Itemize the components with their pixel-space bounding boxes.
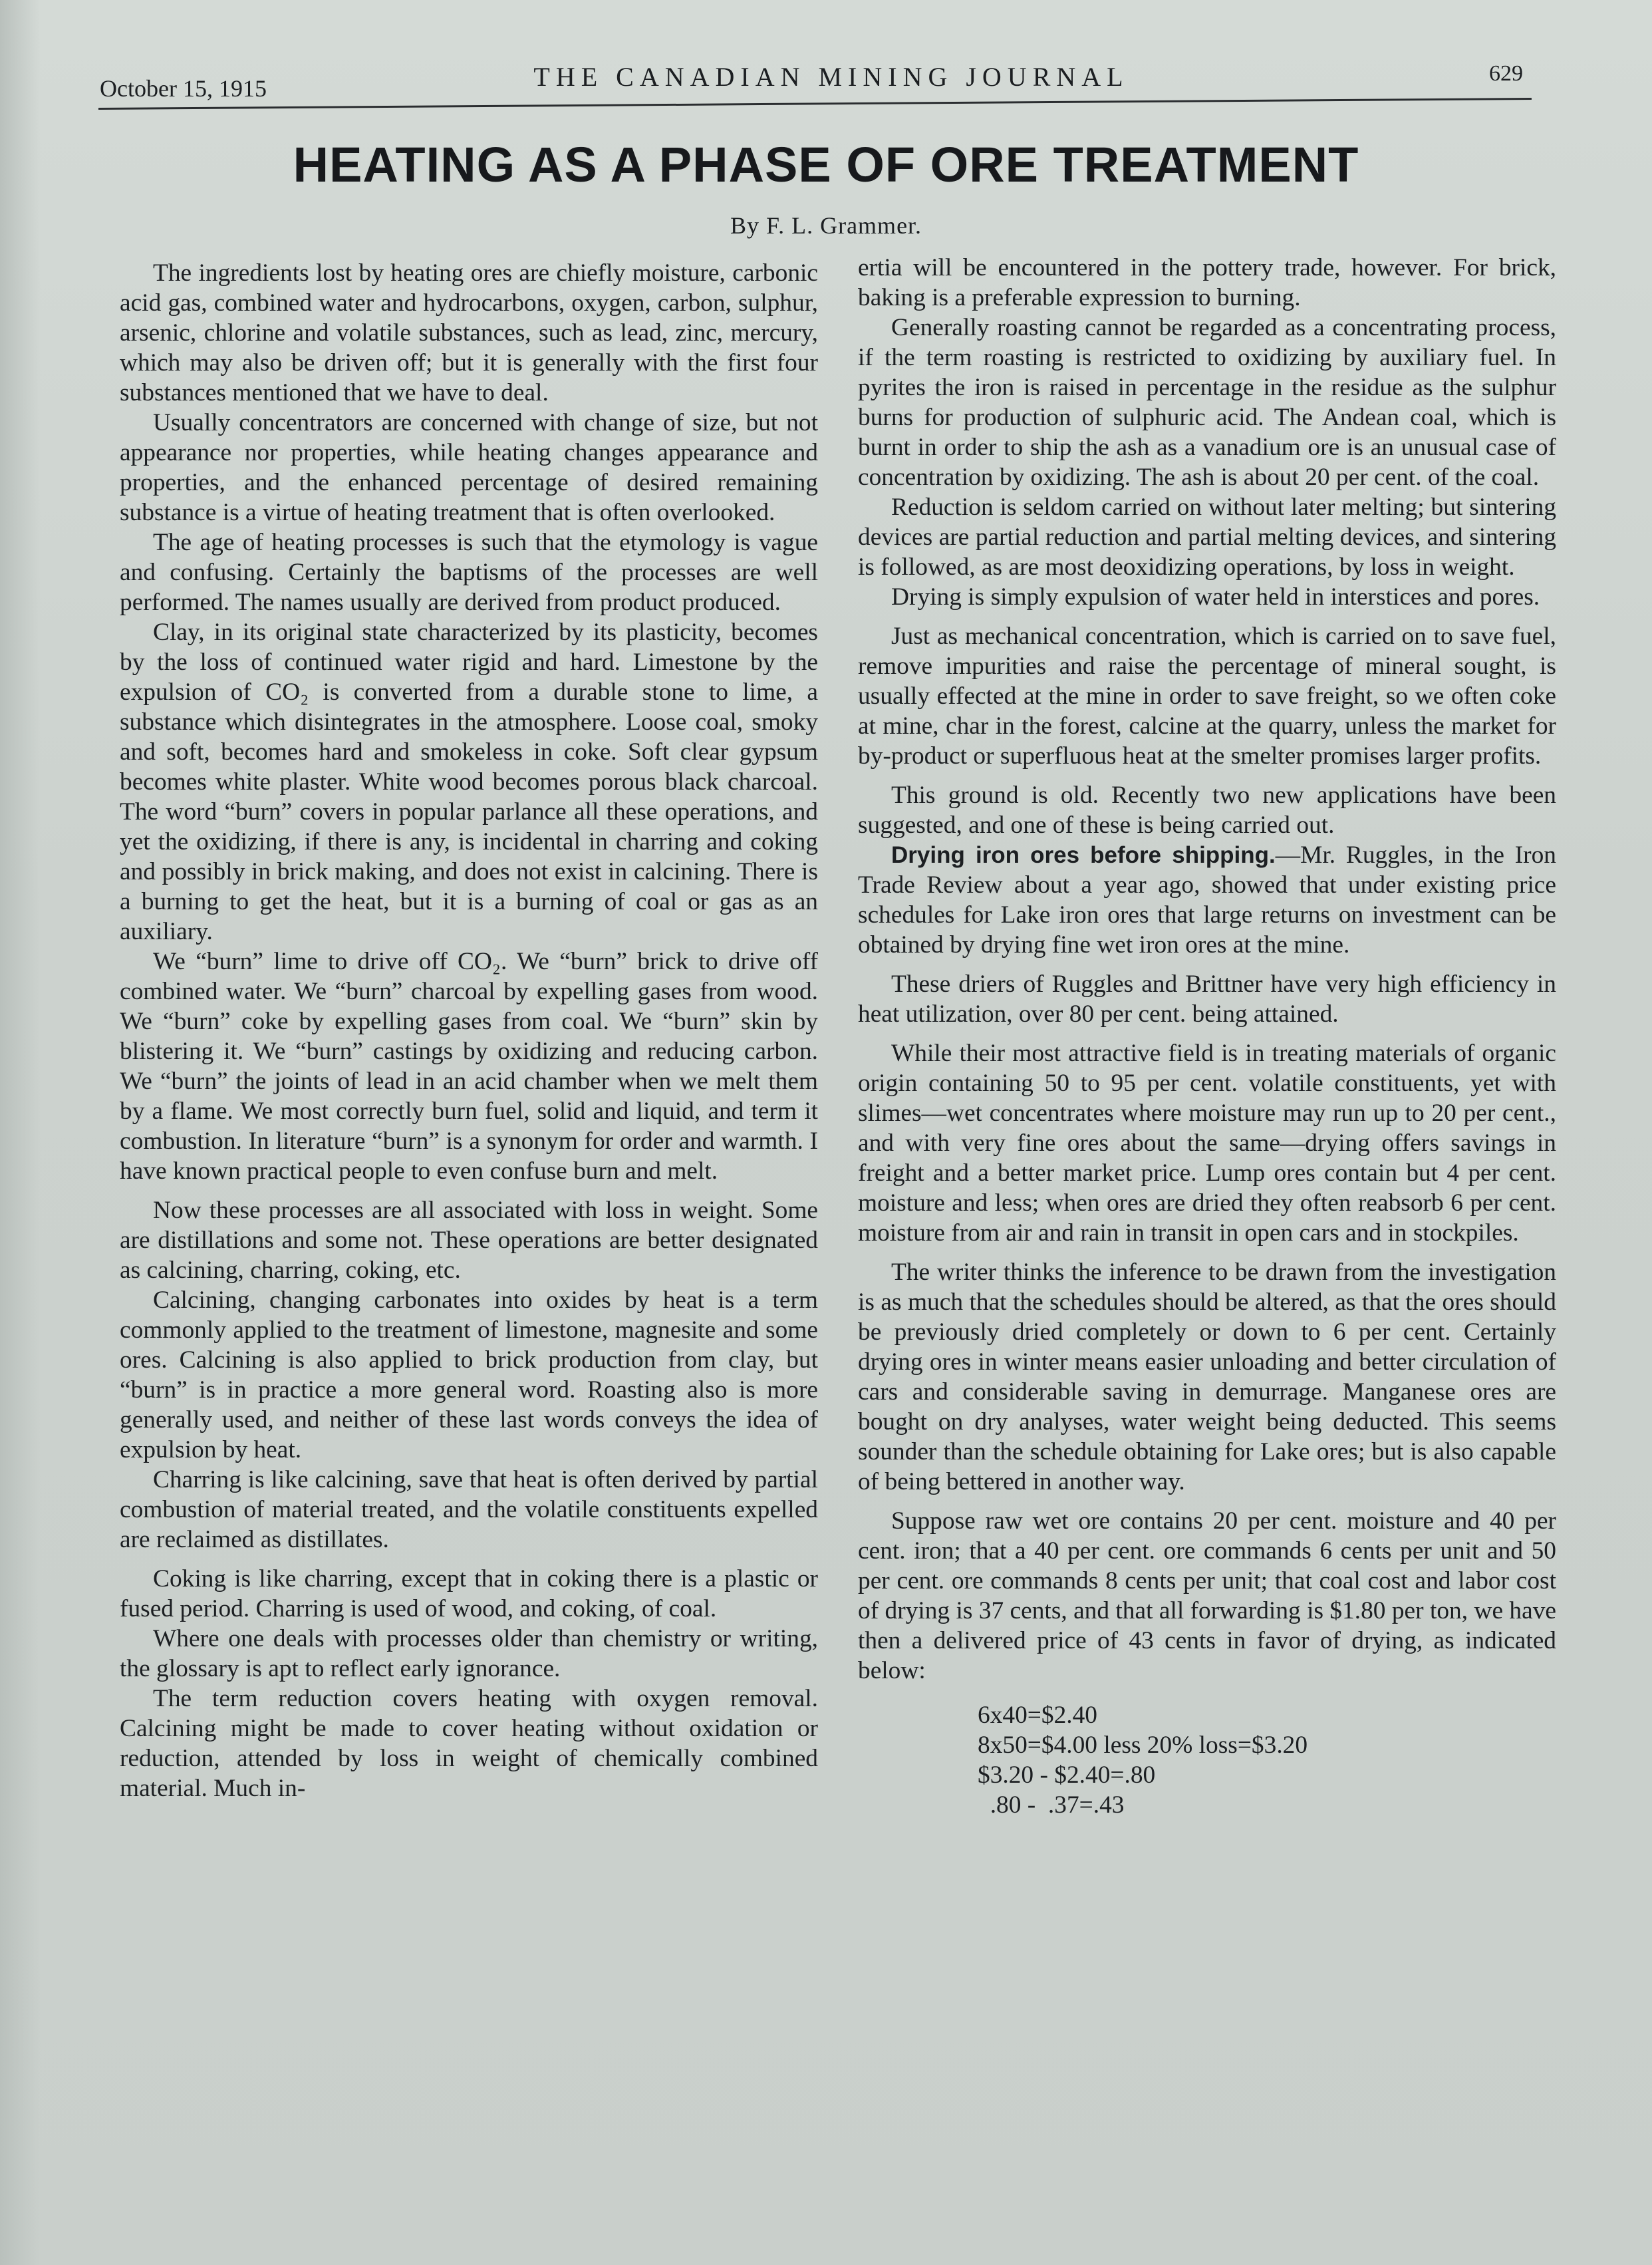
paragraph: The age of heating processes is such that the etymology is vague and confusing. Certainly the baptisms of the processes are well performed. The names usually are derived from product produced.: [120, 529, 818, 616]
article-byline: By F. L. Grammer.: [730, 212, 922, 239]
paragraph: Usually concentrators are concerned with change of size, but not appearance nor properties, while heating changes appearance and properties, and the enhanced percentage of desired remaining substance is a virtue of heating treatment that is often overlooked.: [120, 409, 818, 526]
paragraph: Suppose raw wet ore contains 20 per cent. moisture and 40 per cent. iron; that a 40 per cent. ore commands 6 cents per unit and 50 per cent. ore commands 8 cents per unit; that coal cost and labor cost of drying is 37 cents, and that all forwarding is $1.80 per ton, we have then a delivered price of 43 cents in favor of drying, as indicated below:: [858, 1507, 1556, 1684]
journal-title: THE CANADIAN MINING JOURNAL: [533, 62, 1129, 92]
issue-date: October 15, 1915: [100, 75, 267, 102]
paragraph: These driers of Ruggles and Brittner have very high efficiency in heat utilization, over 80 per cent. being attained.: [858, 971, 1556, 1028]
page-number: 629: [1489, 61, 1523, 86]
paragraph: Now these processes are all associated with loss in weight. Some are distillations and some not. These operations are better designated as calcining, charring, coking, etc.: [120, 1197, 818, 1284]
section-lead-in: Drying iron ores before shipping.: [891, 842, 1276, 868]
paragraph: This ground is old. Recently two new applications have been suggested, and one of these is being carried out.: [858, 782, 1556, 839]
paragraph: Clay, in its original state characterized by its plasticity, becomes by the loss of continued water rigid and hard. Limestone by the expulsion of CO₂ is converted from a durable stone to lime, a substance which disintegrates in the atmosphere. Loose coal, smoky and soft, becomes hard and smokeless in coke. Soft clear gypsum becomes white plaster. White wood becomes porous black charcoal. The word “burn” covers in popular parlance all these operations, and yet the oxidizing, if there is any, is incidental in charring and coking and possibly in brick making, and does not exist in calcining. There is a burning to get the heat, but it is a burning of coal or gas as an auxiliary.: [120, 619, 818, 945]
paragraph: The term reduction covers heating with oxygen removal. Calcining might be made to cover heating without oxidation or reduction, attended by loss in weight of chemically combined material. Much in-: [120, 1685, 818, 1802]
paragraph: Just as mechanical concentration, which is carried on to save fuel, remove impurities and raise the percentage of mineral sought, is usually effected at the mine in order to save freight, so we often coke at mine, char in the forest, calcine at the quarry, unless the market for by-product or superfluous heat at the smelter promises larger profits.: [858, 623, 1556, 770]
paragraph: While their most attractive field is in treating materials of organic origin containing 50 to 95 per cent. volatile constituents, yet with slimes—wet concentrates where moisture may run up to 20 per cent., and with very fine ores about the same—drying offers savings in freight and a better market price. Lump ores contain but 4 per cent. moisture and less; when ores are dried they often reabsorb 6 per cent. moisture from air and rain in transit in open cars and in stockpiles.: [858, 1040, 1556, 1247]
calculation-line: 6x40=$2.40: [978, 1702, 1097, 1729]
calculation-line: .80 - .37=.43: [978, 1791, 1125, 1819]
paragraph: We “burn” lime to drive off CO₂. We “burn” brick to drive off combined water. We “burn” charcoal by expelling gases from wood. We “burn” coke by expelling gases from coal. We “burn” skin by blistering it. We “burn” castings by oxidizing and reducing carbon. We “burn” the joints of lead in an acid chamber when we melt them by a flame. We most correctly burn fuel, solid and liquid, and term it combustion. In literature “burn” is a synonym for order and warmth. I have known practical people to even confuse burn and melt.: [120, 948, 818, 1185]
paragraph: Reduction is seldom carried on without later melting; but sintering devices are partial reduction and partial melting devices, and sintering is followed, as are most deoxidizing operations, by loss in weight.: [858, 494, 1556, 581]
page-binding-shadow: [0, 0, 40, 2265]
paragraph: Calcining, changing carbonates into oxides by heat is a term commonly applied to the treatment of limestone, magnesite and some ores. Calcining is also applied to brick production from clay, but “burn” is in practice a more general word. Roasting also is more generally used, and neither of these last words conveys the idea of expulsion by heat.: [120, 1286, 818, 1463]
calculation-line: $3.20 - $2.40=.80: [978, 1761, 1156, 1789]
paragraph: The writer thinks the inference to be drawn from the investigation is as much that the schedules should be altered, as that the ores should be previously dried completely or down to 6 per cent. Certainly drying ores in winter means easier unloading and better circulation of cars and considerable saving in demurrage. Manganese ores are bought on dry analyses, water weight being deducted. This seems sounder than the schedule obtaining for Lake ores; but is also capable of being bettered in another way.: [858, 1259, 1556, 1495]
paragraph: Generally roasting cannot be regarded as a concentrating process, if the term roasting is restricted to oxidizing by auxiliary fuel. In pyrites the iron is raised in percentage in the residue as the sulphur burns for production of sulphuric acid. The Andean coal, which is burnt in order to ship the ash as a vanadium ore is an unusual case of concentration by oxidizing. The ash is about 20 per cent. of the coal.: [858, 314, 1556, 491]
paragraph: The ingredients lost by heating ores are chiefly moisture, carbonic acid gas, combined water and hydrocarbons, oxygen, carbon, sulphur, arsenic, chlorine and volatile substances, such as lead, zinc, mercury, which may also be driven off; but it is generally with the first four substances mentioned that we have to deal.: [120, 259, 818, 406]
calculation-line: 8x50=$4.00 less 20% loss=$3.20: [978, 1732, 1308, 1759]
paragraph: Where one deals with processes older than chemistry or writing, the glossary is apt to reflect early ignorance.: [120, 1625, 818, 1682]
paragraph-with-lead: [858, 840, 1556, 960]
paragraph: Charring is like calcining, save that heat is often derived by partial combustion of material treated, and the volatile constituents expelled are reclaimed as distillates.: [120, 1466, 818, 1553]
paragraph: Drying is simply expulsion of water held in interstices and pores.: [891, 583, 1540, 611]
article-title: HEATING AS A PHASE OF ORE TREATMENT: [293, 137, 1359, 192]
price-calculation: [858, 1700, 1556, 1820]
right-column: [858, 253, 1556, 1820]
paragraph: ertia will be encountered in the pottery trade, however. For brick, baking is a preferable expression to burning.: [858, 254, 1556, 311]
paragraph-body: —Mr. Ruggles, in the Iron Trade Review about a year ago, showed that under existing price schedules for Lake iron ores that large returns on investment can be obtained by drying fine wet iron ores at the mine.: [858, 841, 1557, 959]
left-column: [120, 258, 818, 1803]
paragraph: Coking is like charring, except that in coking there is a plastic or fused period. Charring is used of wood, and coking, of coal.: [120, 1565, 818, 1622]
